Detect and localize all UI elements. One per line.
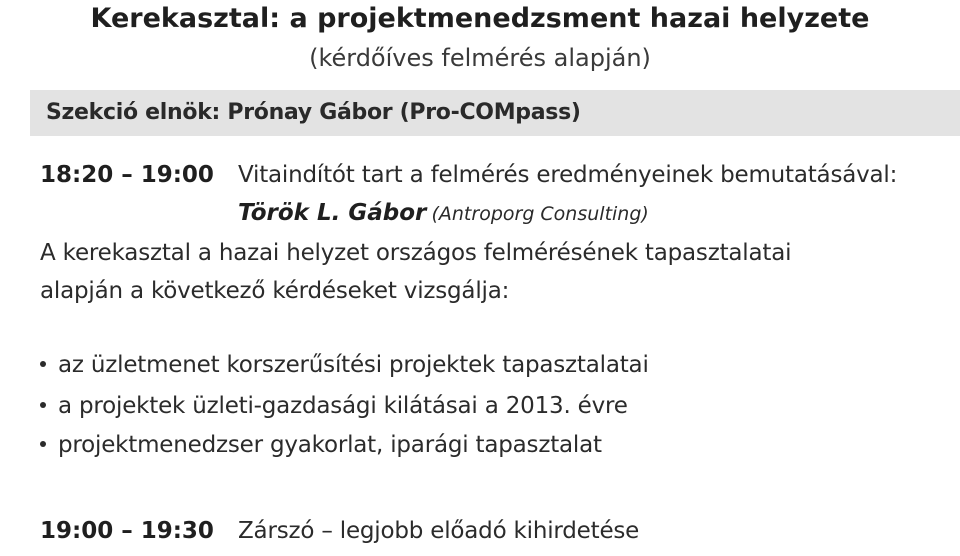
speaker-org: (Antroporg Consulting)	[431, 203, 649, 225]
page-title: Kerekasztal: a projektmenedzsment hazai helyzete	[90, 3, 870, 34]
chair-banner	[30, 90, 960, 136]
speaker-line	[238, 200, 649, 226]
list-item-text: az üzletmenet korszerűsítési projektek tapasztalatai	[58, 352, 649, 378]
session1-time: 18:20 – 19:00	[40, 162, 214, 188]
list-item	[40, 352, 649, 378]
list-item	[40, 393, 628, 419]
speaker-name: Török L. Gábor	[238, 200, 427, 226]
session2-time: 19:00 – 19:30	[40, 518, 214, 544]
description-line-2: alapján a következő kérdéseket vizsgálja:	[40, 278, 510, 304]
description-line-1: A kerekasztal a hazai helyzet országos felmérésének tapasztalatai	[40, 240, 792, 266]
session1-text: Vitaindítót tart a felmérés eredményeinek bemutatásával:	[238, 162, 898, 188]
page-subtitle: (kérdőíves felmérés alapján)	[309, 44, 651, 72]
bullet-icon	[40, 361, 46, 367]
chair-text: Szekció elnök: Prónay Gábor (Pro-COMpass)	[46, 100, 581, 125]
bullet-icon	[40, 402, 46, 408]
list-item-text: projektmenedzser gyakorlat, iparági tapasztalat	[58, 432, 602, 458]
list-item	[40, 432, 602, 458]
list-item-text: a projektek üzleti-gazdasági kilátásai a 2013. évre	[58, 393, 628, 419]
session2-text: Zárszó – legjobb előadó kihirdetése	[238, 518, 640, 544]
bullet-icon	[40, 441, 46, 447]
